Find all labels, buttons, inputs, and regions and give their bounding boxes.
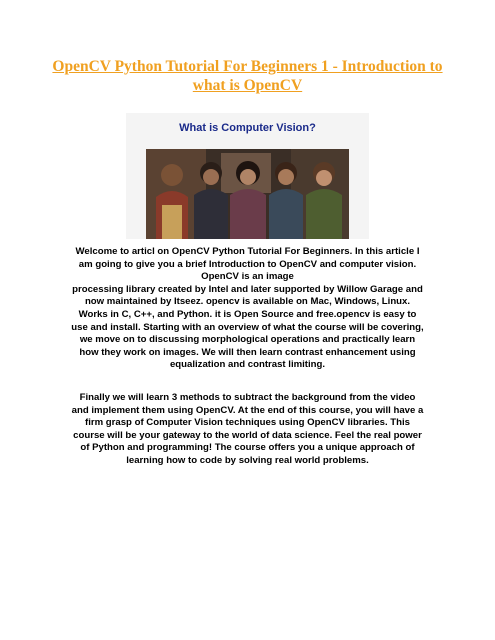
paragraph-line: firm grasp of Computer Vision techniques using OpenCV libraries. This <box>85 417 410 429</box>
article-title-link[interactable]: OpenCV Python Tutorial For Beginners 1 - Introduction to what is OpenCV <box>52 58 443 94</box>
closing-paragraph <box>35 392 460 468</box>
paragraph-line: how they work on images. We will then learn contrast enhancement using <box>79 346 416 358</box>
paragraph-line: course will be your gateway to the world of data science. Feel the real power <box>73 429 422 441</box>
paragraph-line: of Python and programming! The course offers you a unique approach of <box>80 442 415 454</box>
paragraph-line: learning how to code by solving real world problems. <box>126 454 369 466</box>
paragraph-line: processing library created by Intel and later supported by Willow Garage and <box>72 283 423 295</box>
paragraph-line: equalization and contrast limiting. <box>169 359 326 371</box>
image-caption: What is Computer Vision? <box>179 122 316 134</box>
article-image <box>126 113 369 239</box>
paragraph-line: am going to give you a brief Introduction to OpenCV and computer vision. <box>78 258 417 270</box>
paragraph-line: Finally we will learn 3 methods to subtract the background from the video <box>79 392 416 403</box>
intro-paragraph <box>35 246 460 372</box>
paragraph-line: Welcome to articl on OpenCV Python Tutorial For Beginners. In this article I <box>75 246 420 257</box>
paragraph-line: now maintained by Itseez. opencv is available on Mac, Windows, Linux. <box>84 296 411 308</box>
paragraph-line: Works in C, C++, and Python. it is Open Source and free.opencv is easy to <box>78 308 417 320</box>
paragraph-line: and implement them using OpenCV. At the end of this course, you will have a <box>71 404 424 416</box>
paragraph-line: use and install. Starting with an overview of what the course will be covering, <box>71 321 424 333</box>
paragraph-line: we move on to discussing morphological operations and practically learn <box>79 334 416 346</box>
paragraph-line: OpenCV is an image <box>201 271 294 283</box>
